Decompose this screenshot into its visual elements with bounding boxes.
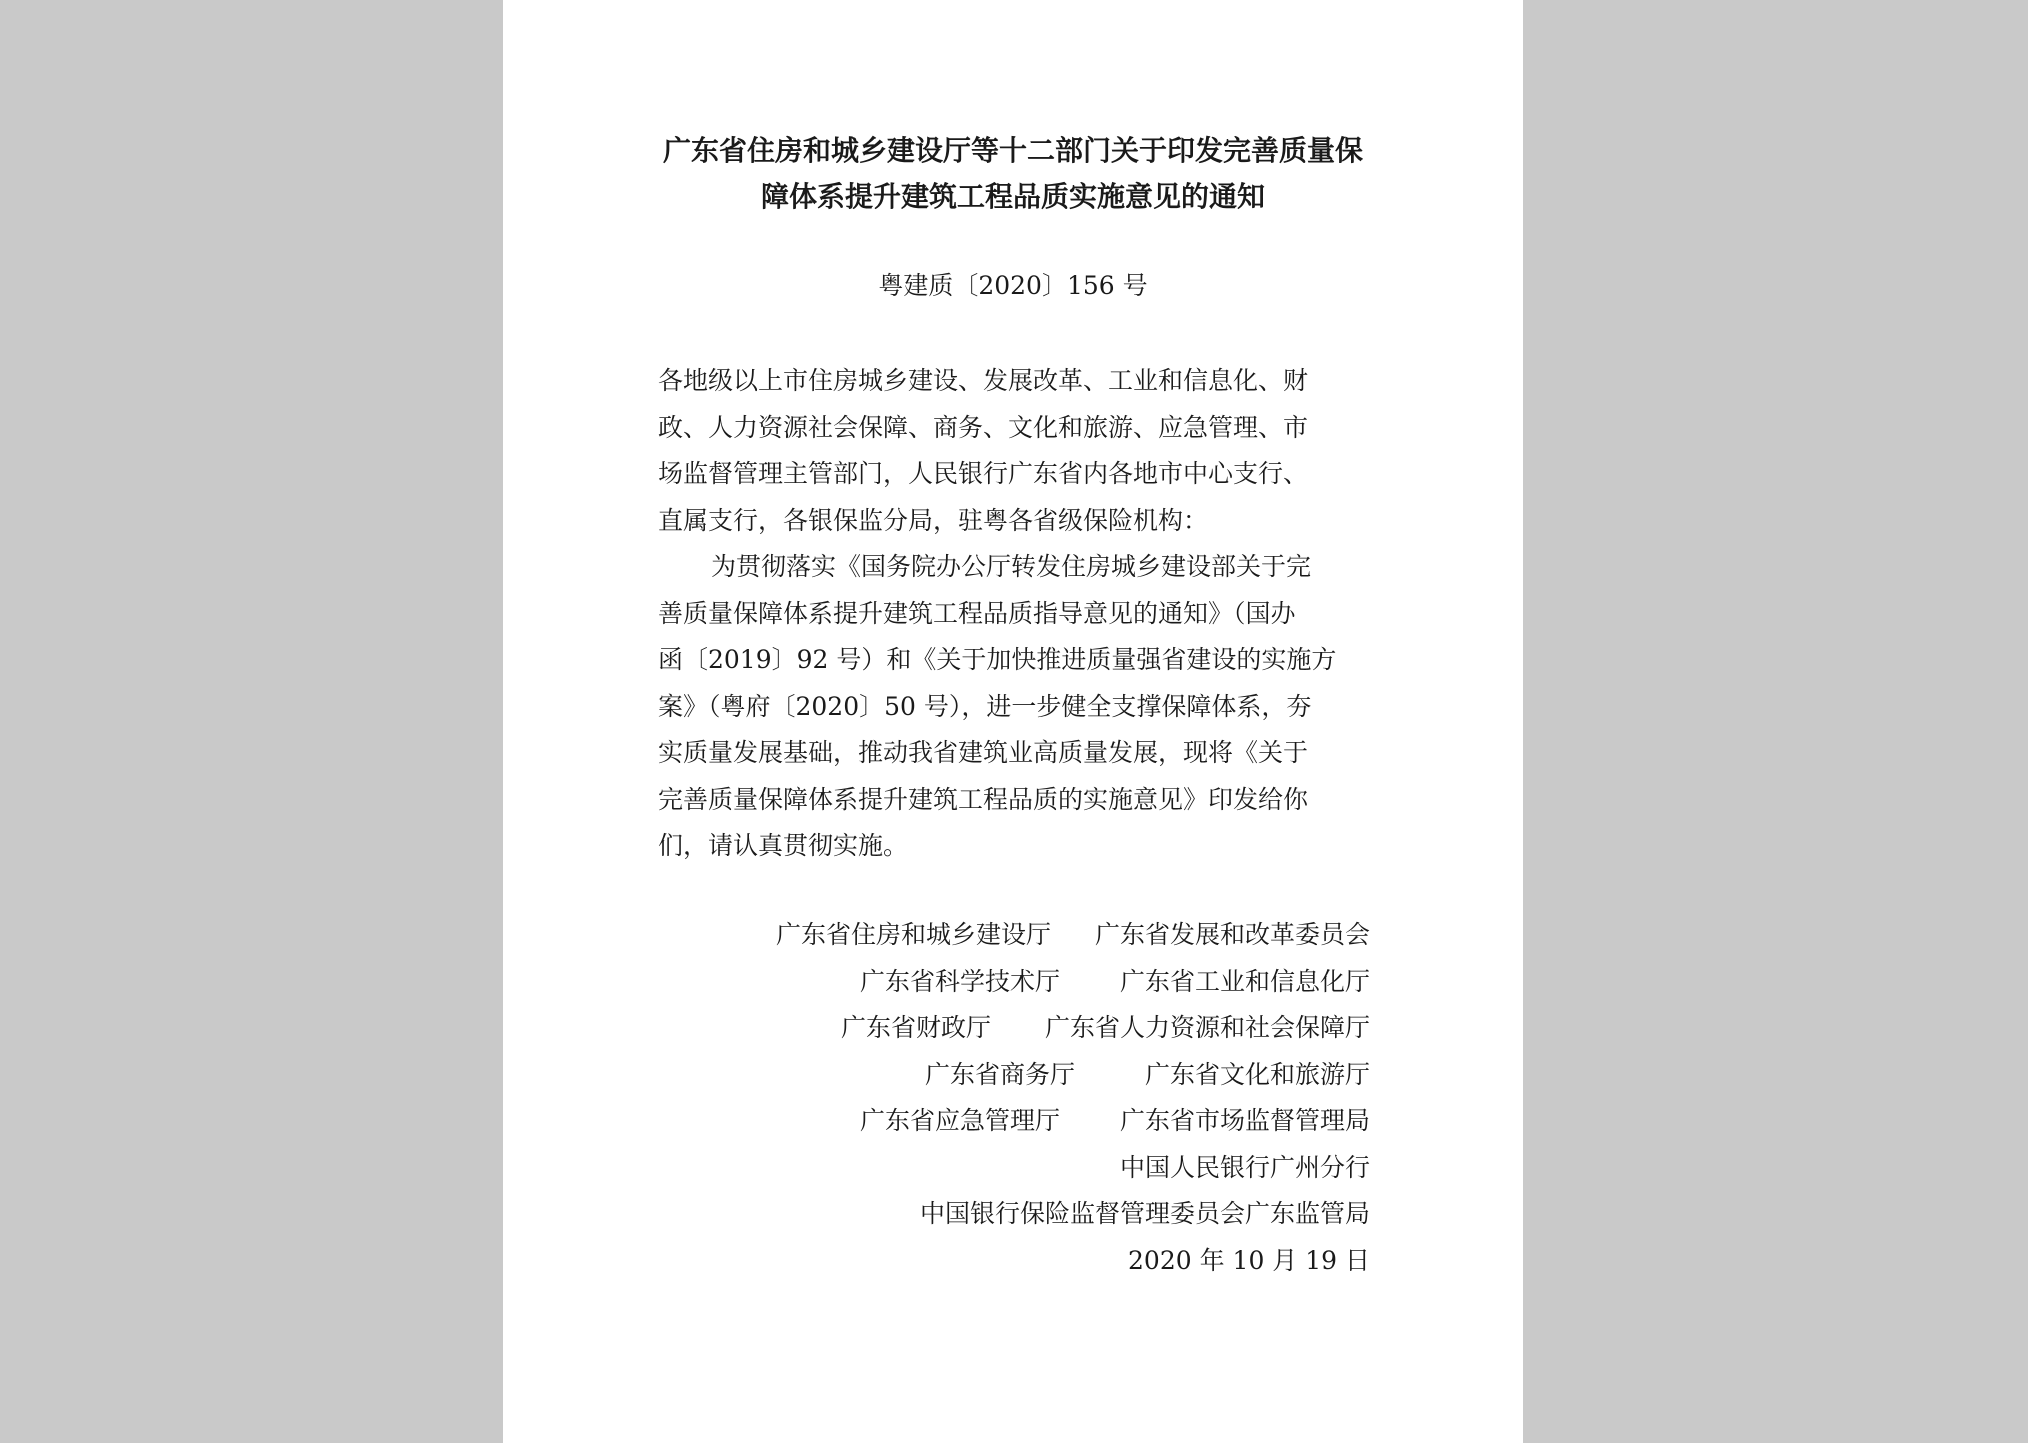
signature-row (658, 1052, 1370, 1099)
paragraph-line: 们，请认真贯彻实施。 (658, 831, 909, 860)
signature-row (658, 1145, 1370, 1192)
signatory: 广东省人力资源和社会保障厅 (1044, 1013, 1370, 1042)
signatory: 中国人民银行广州分行 (1119, 1152, 1370, 1182)
addressee-line: 场监督管理主管部门，人民银行广东省内各地市中心支行、 (658, 459, 1309, 488)
signatory: 广东省住房和城乡建设厅 (775, 920, 1051, 949)
paragraph-line: 善质量保障体系提升建筑工程品质指导意见的通知》（国办 (658, 598, 1296, 628)
addressee-line: 各地级以上市住房城乡建设、发展改革、工业和信息化、财 (658, 366, 1309, 395)
signatory: 广东省市场监督管理局 (1119, 1106, 1370, 1135)
signatory: 广东省发展和改革委员会 (1094, 920, 1370, 949)
signatory: 广东省财政厅 (840, 1013, 991, 1042)
document-page (503, 0, 1523, 1443)
addressee-line: 直属支行，各银保监分局，驻粤各省级保险机构： (658, 505, 1209, 535)
signatory: 广东省商务厅 (924, 1059, 1075, 1089)
signatory: 广东省工业和信息化厅 (1119, 966, 1370, 996)
signatory: 广东省应急管理厅 (859, 1106, 1060, 1135)
signatory: 广东省科学技术厅 (859, 966, 1060, 996)
signature-row (658, 1191, 1370, 1238)
signature-block (658, 912, 1370, 1284)
title-line: 障体系提升建筑工程品质实施意见的通知 (760, 180, 1265, 213)
title-line: 广东省住房和城乡建设厅等十二部门关于印发完善质量保 (662, 134, 1363, 167)
paragraph-line: 函〔2019〕92 号）和《关于加快推进质量强省建设的实施方 (658, 645, 1337, 674)
paragraph-line: 完善质量保障体系提升建筑工程品质的实施意见》印发给你 (658, 784, 1309, 814)
signature-row (658, 1005, 1370, 1052)
body-paragraph (658, 544, 1378, 870)
document-title (643, 128, 1383, 220)
signature-date: 2020 年 10 月 19 日 (1128, 1245, 1370, 1275)
signatory: 广东省文化和旅游厅 (1144, 1059, 1370, 1089)
signature-row (658, 959, 1370, 1006)
signature-row (658, 1098, 1370, 1145)
addressee-block (658, 358, 1378, 544)
paragraph-line: 案》（粤府〔2020〕50 号），进一步健全支撑保障体系，夯 (658, 691, 1312, 721)
addressee-line: 政、人力资源社会保障、商务、文化和旅游、应急管理、市 (658, 412, 1309, 442)
paragraph-line: 为贯彻落实《国务院办公厅转发住房城乡建设部关于完 (711, 552, 1312, 581)
signature-date-row (658, 1238, 1370, 1285)
signatory: 中国银行保险监督管理委员会广东监管局 (919, 1199, 1370, 1228)
paragraph-line: 实质量发展基础，推动我省建筑业高质量发展，现将《关于 (658, 738, 1309, 767)
signature-row (658, 912, 1370, 959)
document-number: 粤建质〔2020〕156 号 (878, 271, 1148, 300)
